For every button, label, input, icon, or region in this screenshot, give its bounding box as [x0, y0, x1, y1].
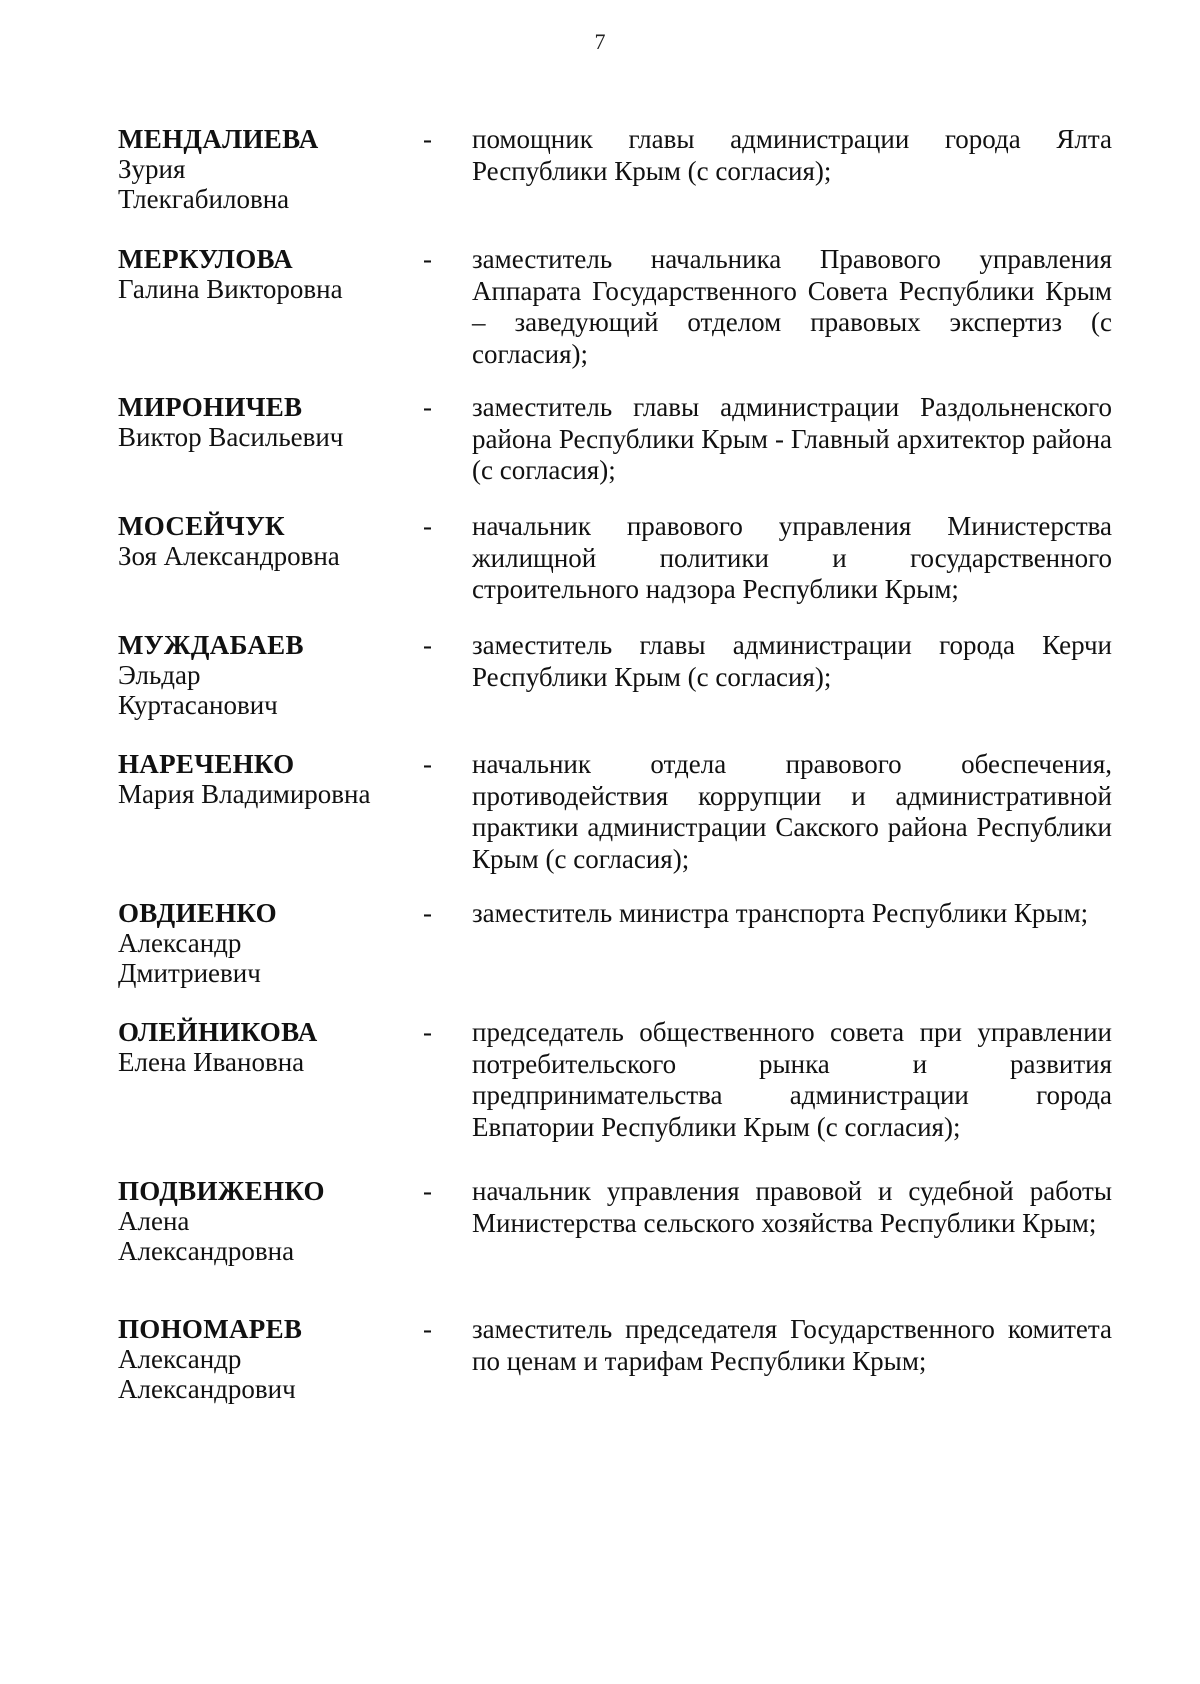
separator-dash: -: [423, 749, 432, 779]
page-number: 7: [594, 29, 606, 54]
position-description: помощник главы администрации города Ялта Республики Крым (с согласия);: [472, 124, 1112, 186]
surname: МИРОНИЧЕВ: [118, 392, 303, 422]
person-name: [118, 124, 418, 214]
position-description: начальник отдела правового обеспечения, противодействия коррупции и административной практики администрации Сакского района Республики Крым (с согласия);: [472, 749, 1112, 874]
surname: МОСЕЙЧУК: [118, 511, 285, 541]
surname: НАРЕЧЕНКО: [118, 749, 295, 779]
separator-dash: -: [423, 1017, 432, 1047]
surname: МУЖДАБАЕВ: [118, 630, 304, 660]
separator-dash: -: [423, 1314, 432, 1344]
position-description: заместитель начальника Правового управления Аппарата Государственного Совета Республики Крым – заведующий отделом правовых экспертиз (с согласия);: [472, 244, 1112, 369]
person-name: [118, 898, 418, 988]
patronymic: Дмитриевич: [118, 958, 261, 988]
person-name: [118, 244, 418, 304]
patronymic: Александровна: [118, 1236, 295, 1266]
patronymic: Куртасанович: [118, 690, 278, 720]
separator-dash: -: [423, 511, 432, 541]
given-name: Мария Владимировна: [118, 779, 371, 809]
surname: ОЛЕЙНИКОВА: [118, 1017, 318, 1047]
given-name: Елена Ивановна: [118, 1047, 305, 1077]
given-name: Галина Викторовна: [118, 274, 343, 304]
person-name: [118, 511, 418, 571]
patronymic: Тлекгабиловна: [118, 184, 290, 214]
patronymic: Александрович: [118, 1374, 296, 1404]
surname: ОВДИЕНКО: [118, 898, 277, 928]
surname: МЕРКУЛОВА: [118, 244, 293, 274]
separator-dash: -: [423, 244, 432, 274]
surname: ПОНОМАРЕВ: [118, 1314, 303, 1344]
position-description: заместитель министра транспорта Республики Крым;: [472, 898, 1089, 928]
surname: МЕНДАЛИЕВА: [118, 124, 319, 154]
given-name: Эльдар: [118, 660, 201, 690]
position-description: заместитель главы администрации города Керчи Республики Крым (с согласия);: [472, 630, 1112, 692]
position-description: председатель общественного совета при управлении потребительского рынка и развития предпринимательства администрации города Евпатории Республики Крым (с согласия);: [472, 1017, 1112, 1142]
separator-dash: -: [423, 630, 432, 660]
given-name: Алена: [118, 1206, 190, 1236]
separator-dash: -: [423, 1176, 432, 1206]
given-name: Зурия: [118, 154, 186, 184]
position-description: заместитель председателя Государственного комитета по ценам и тарифам Республики Крым;: [472, 1314, 1112, 1376]
position-description: начальник правового управления Министерства жилищной политики и государственного строительного надзора Республики Крым;: [472, 511, 1112, 604]
person-name: [118, 392, 418, 452]
given-name: Александр: [118, 928, 242, 958]
surname: ПОДВИЖЕНКО: [118, 1176, 325, 1206]
separator-dash: -: [423, 898, 432, 928]
given-name: Виктор Васильевич: [118, 422, 344, 452]
given-name: Александр: [118, 1344, 242, 1374]
separator-dash: -: [423, 124, 432, 154]
separator-dash: -: [423, 392, 432, 422]
person-name: [118, 1314, 418, 1404]
person-name: [118, 1176, 418, 1266]
person-name: [118, 1017, 418, 1077]
person-name: [118, 630, 418, 720]
position-description: заместитель главы администрации Раздольненского района Республики Крым - Главный архитектор района (с согласия);: [472, 392, 1112, 485]
position-description: начальник управления правовой и судебной работы Министерства сельского хозяйства Республики Крым;: [472, 1176, 1112, 1238]
person-name: [118, 749, 418, 809]
given-name: Зоя Александровна: [118, 541, 340, 571]
